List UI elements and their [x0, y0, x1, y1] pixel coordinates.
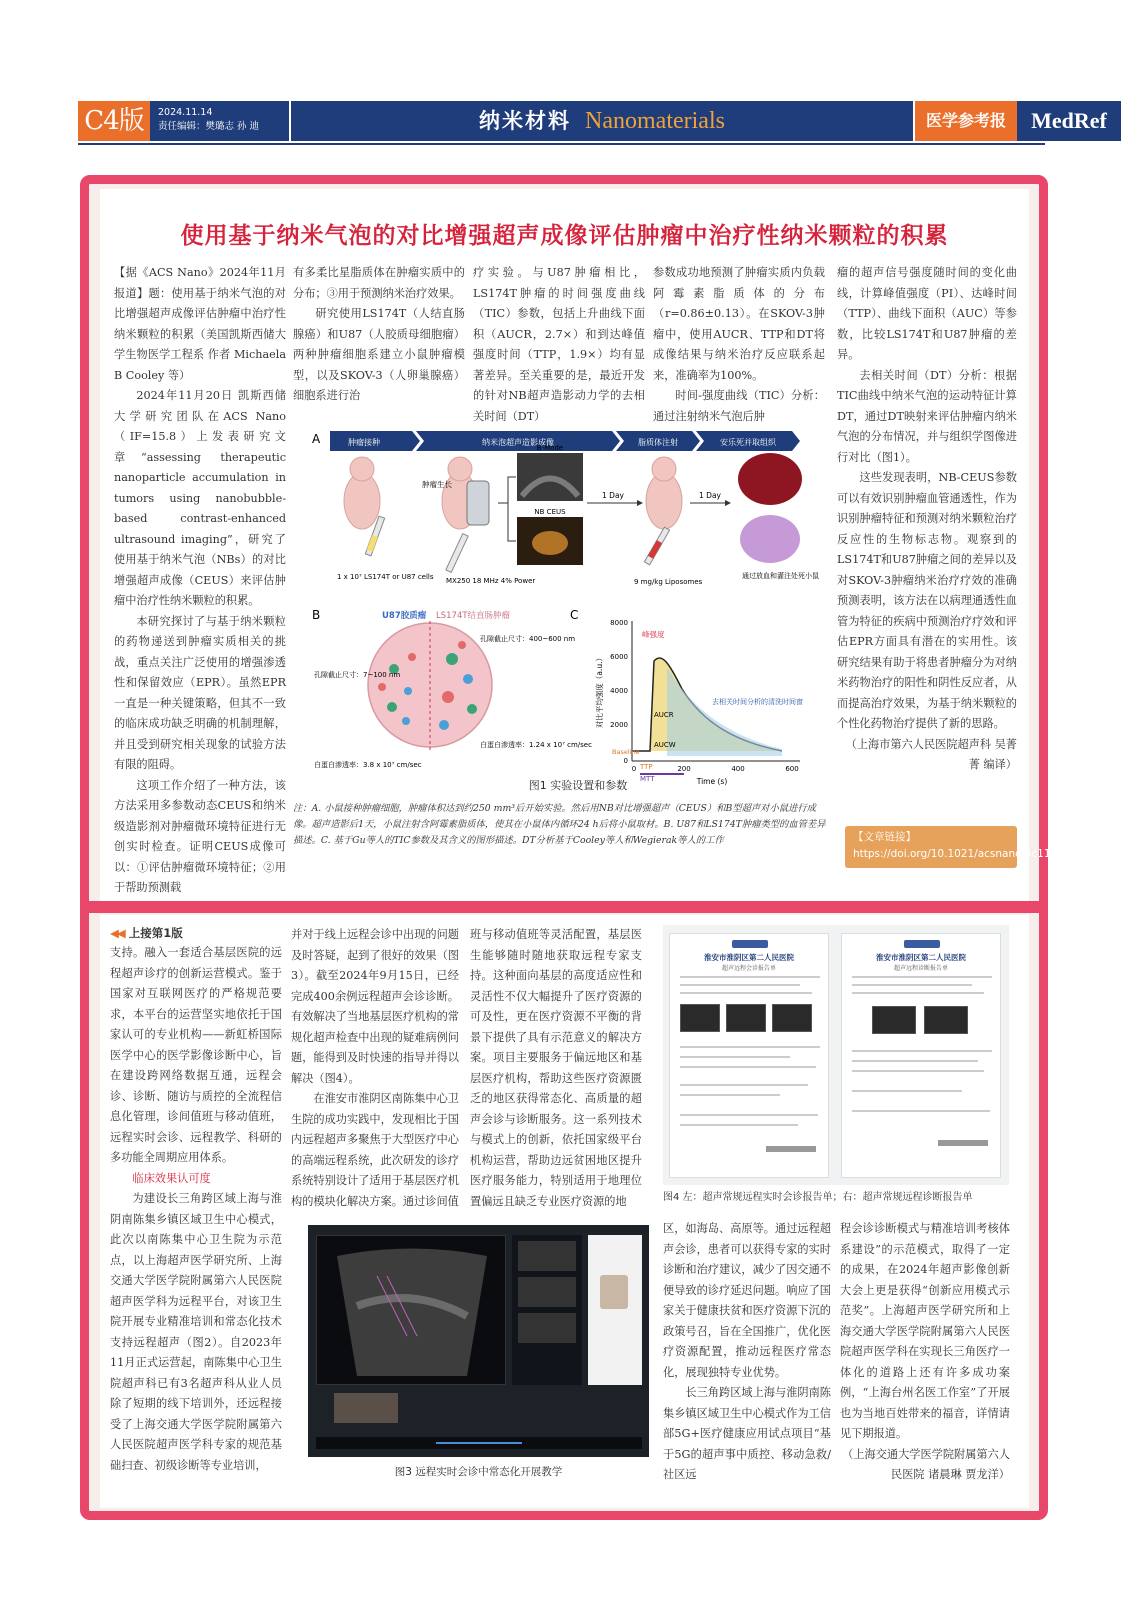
paragraph: 2024年11月20日 凯斯西储大学研究团队在ACS Nano（IF=15.8）上发表研究文章“assessing therapeutic nanoparticle accumulation in tumors using nanobubble-based contrast-enhanced ultrasound imaging”，研究了使用基于纳米气泡（NBs）的对比增强超声成像（CEUS）来评估肿瘤中治疗性纳米颗粒的积累。 — [114, 389, 286, 607]
ultrasound-probe-icon — [467, 481, 489, 525]
report-hospital: 淮安市淮阴区第二人民医院 — [876, 953, 966, 962]
ultrasound-scan-graphic — [317, 1236, 507, 1386]
article-title: 使用基于纳米气泡的对比增强超声成像评估肿瘤中治疗性纳米颗粒的积累 — [180, 223, 949, 249]
paragraph: 班与移动值班等灵活配置，基层医生能够随时随地获取远程专家支持。这种面向基层的高度适应性和灵活性不仅大幅提升了医疗资源的可及性，更在医疗资源不平衡的背景下提供了具有示范意义的解决方案。项目主要服务于偏远地区和基层医疗机构，帮助这些医疗资源匮乏的地区获得常态化、高质量的超声会诊与诊断服务。这一系列技术与模式上的创新，依托国家级平台机构运营，帮助边远贫困地区提升医疗服务能力，特别适用于地理位置偏远且缺乏专业医疗资源的地 — [470, 928, 642, 1208]
figure-1-note: 注：A. 小鼠接种肿瘤细胞，肿瘤体积达到约250 mm³后开始实验。然后用NB对比增强超声（CEUS）和B型超声对小鼠进行成像。超声造影后1天，小鼠注射含阿霉素脂质体，使其在小鼠体内循环24 h后将小鼠取材。B. U87和LS174T肿瘤类型的血管差异描述。C. 基于Gu等人的TIC参数及其含义的图形描述。DT分析基于Cooley等人和Wegierak等人的工作 — [293, 803, 826, 846]
paragraph: 这些发现表明，NB-CEUS参数可以有效识别肿瘤血管通透性，作为识别肿瘤特征和预测对纳米颗粒治疗反应性的生物标志物。观察到的LS174T和U87肿瘤之间的差异以及对SKOV-3肿瘤纳米治疗疗效的准确预测表明，该方法在以病理通透性血管为特征的疾病中预测治疗疗效和评估EPR方面具有潜在的实用性。该研究结果有助于将患者肿瘤分为对纳米药物治疗的阳性和阴性反应者，从而提高治疗效果，为基于纳米颗粒的个性化药物治疗提供了新的思路。 — [837, 471, 1017, 730]
interval-label: 1 Day — [602, 491, 624, 500]
paragraph: 长三角跨区域上海与淮阴南陈集乡镇区域卫生中心模式作为工信部5G+医疗健康应用试点项目“基于5G的超声事中质控、移动急救/社区远 — [663, 1386, 831, 1481]
article-signature: （上海市第六人民医院超声科 吴菁菁 编译） — [845, 737, 1017, 771]
mtt-label: MTT — [640, 775, 655, 783]
hospital-logo-icon — [732, 940, 768, 948]
probe-label: MX250 18 MHz 4% Power — [446, 577, 536, 585]
article-column-3 — [470, 925, 642, 1212]
edition-label: C4版 — [78, 101, 150, 141]
liposome-dose-label: 9 mg/kg Liposomes — [634, 578, 703, 586]
video-call-thumbnail — [334, 1393, 398, 1423]
report-type: 超声远程诊断报告单 — [893, 965, 948, 972]
x-tick: 200 — [677, 765, 691, 773]
header-rule — [78, 143, 1045, 145]
x-axis-label: Time (s) — [696, 777, 728, 786]
continued-arrow-icon: ◀◀ — [110, 926, 124, 940]
consultation-report-image — [669, 933, 829, 1178]
paragraph: 本研究探讨了与基于纳米颗粒的药物递送到肿瘤实质相关的挑战，重点关注广泛使用的增强渗透性和保留效应（EPR）。虽然EPR一直是一种关键策略，但其不一致的临床成功缺乏明确的机制理解，并且受到研究相关现象的试验方法有限的阻碍。 — [114, 614, 286, 771]
article-link[interactable]: 【文章链接】https://doi.org/10.1021/acsnano.4c11805 — [845, 826, 1017, 868]
editors-line: 责任编辑：樊璐志 孙 迪 — [158, 121, 260, 132]
article-column-4 — [653, 263, 825, 427]
paragraph: 为建设长三角跨区域上海与淮阴南陈集乡镇区域卫生中心模式，此次以南陈集中心卫生院为示范点，以上海超声医学研究所、上海交通大学医学院附属第六人民医院超声医学科为远程平台，对该卫生院开展专业精准培训和常态化技术支持远程超声（图2）。自2023年11月正式运营起，南陈集中心卫生院超声科已有3名超声科从业人员除了短期的线下培训外，还远程接受了上海交通大学医学院附属第六人民医院超声医学科专家的规范基础扫查、初级诊断等专业培训， — [110, 1192, 282, 1472]
paragraph: 这项工作介绍了一种方法，该方法采用多参数动态CEUS和纳米级造影剂对肿瘤微环境特征进行无创实时检查。证明CEUS成像可以：①评估肿瘤微环境特征；②用于帮助预测载 — [114, 778, 286, 894]
issue-date: 2024.11.14 — [158, 107, 213, 118]
article-column-3 — [473, 263, 645, 427]
paragraph: 有多柔比星脂质体在肿瘤实质中的分布；③用于预测纳米治疗效果。 — [293, 266, 465, 300]
paragraph: 疗实验。与U87肿瘤相比，LS174T肿瘤的时间强度曲线（TIC）参数，包括上升曲线下面积（AUCR，2.7×）和到达峰值强度时间（TTP，1.9×）均有显著差异。至关重要的是，最近开发的针对NB超声造影动力学的去相关时间（DT） — [473, 266, 645, 423]
auc-r-label: AUCR — [654, 711, 674, 719]
cells-label: 1 x 10⁷ LS174T or U87 cells — [337, 573, 434, 581]
auc-w-label: AUCW — [654, 741, 676, 749]
bmode-label: B-Mode — [536, 444, 564, 452]
paragraph: 【据《ACS Nano》2024年11月报道】题：使用基于纳米气泡的对比增强超声成像评估肿瘤中治疗性纳米颗粒的积累（美国凯斯西储大学生物医学工程系 作者 Michaela B Cooley 等） — [114, 266, 286, 382]
dt-window-label: 去相关时间分析的清洗时间窗 — [712, 698, 803, 706]
paragraph: 去相关时间（DT）分析：根据TIC曲线中纳米气泡的运动特征计算DT，通过DT映射来评估肿瘤内纳米气泡的分布情况，并与组织学图像进行对比（图1）。 — [837, 368, 1017, 464]
peak-label: 峰强度 — [642, 630, 665, 639]
diagnosis-report-image — [841, 933, 1001, 1178]
figure-3-caption: 图3 远程实时会诊中常态化开展教学 — [394, 1466, 563, 1478]
step-label: 脂质体注射 — [638, 438, 678, 447]
nb-ceus-label: NB CEUS — [534, 508, 566, 516]
doctor-avatar — [600, 1275, 628, 1309]
section-divider — [89, 901, 1039, 913]
ttp-label: TTP — [640, 763, 653, 771]
y-tick: 0 — [623, 757, 628, 765]
player-controls[interactable] — [316, 1437, 642, 1449]
paragraph: 并对于线上远程会诊中出现的问题及时答疑，起到了很好的效果（图3）。截至2024年9月15日，已经完成400余例远程超声会诊诊断。有效解决了当地基层医疗机构的常规化超声检查中出现的疑难病例问题，能得到及时快速的指导并得以解决（图4）。 — [291, 928, 459, 1085]
ultrasound-screen-image — [316, 1235, 506, 1385]
u87-label: U87胶质瘤 — [382, 611, 427, 621]
tic-chart — [594, 619, 803, 786]
article-nanobubble — [100, 189, 1071, 901]
x-tick: 400 — [731, 765, 745, 773]
article-signature: （上海交通大学医学院附属第六人民医院 诸晨琳 贾龙洋） — [842, 1447, 1010, 1481]
pore-size-small: 孔隙截止尺寸：7~100 nm — [314, 671, 401, 679]
panel-label: B — [312, 608, 321, 622]
x-tick: 600 — [785, 765, 799, 773]
figure-1-caption: 图1 实验设置和参数 — [528, 779, 628, 792]
step-label: 肿瘤接种 — [348, 438, 380, 447]
mouse-illustrations — [344, 457, 682, 529]
paragraph: 程会诊诊断模式与精准培训考核体系建设”的示范模式，取得了一定的成果，在2024年超声影像创新大会上更是获得“创新应用模式示范奖”。上海超声医学研究所和上海交通大学医学院附属第六人民医院超声医学科在实现长三角医疗一体化的道路上还有许多成功案例，“上海台州名医工作室”了开展也为当地百姓带来的福音，详情请见下期报道。 — [840, 1222, 1010, 1440]
paragraph: 时间-强度曲线（TIC）分析：通过注射纳米气泡后肿 — [653, 389, 825, 423]
article-column-2 — [293, 263, 465, 407]
perfusion-label: 通过放血和灌注处死小鼠 — [742, 572, 819, 580]
step-label: 安乐死并取组织 — [720, 438, 776, 447]
figure-1 — [312, 421, 852, 841]
publication-name: 医学参考报 — [915, 101, 1017, 141]
article-column-2 — [291, 925, 459, 1212]
section-title-en: Nanomaterials — [585, 108, 725, 134]
article-column-4 — [663, 1219, 831, 1486]
hospital-logo-icon — [904, 940, 940, 948]
paragraph: 研究使用LS174T（人结直肠腺癌）和U87（人胶质母细胞瘤）两种肿瘤细胞系建立小鼠肿瘤模型，以及SKOV-3（人卵巢腺癌）细胞系进行治 — [293, 307, 465, 402]
y-axis-label: 对比平均强度（a.u.） — [595, 653, 604, 729]
pore-size-large: 孔隙截止尺寸：400~600 nm — [480, 635, 576, 643]
article-column-1 — [114, 263, 286, 899]
paragraph: 区，如海岛、高原等。通过远程超声会诊，患者可以获得专家的实时诊断和治疗建议，减少了因交通不便导致的诊疗延迟问题。响应了国家关于健康扶贫和医疗资源下沉的政策号召，旨在全国推广，优化医疗资源配置，推动远程医疗常态化，展现独特专业优势。 — [663, 1222, 831, 1379]
article-remote-ultrasound — [100, 915, 1029, 1508]
permeability-large: 白蛋白渗透率：1.24 x 10⁷ cm/sec — [480, 741, 592, 749]
issue-meta — [150, 101, 289, 141]
paragraph: 支持。融入一套适合基层医院的远程超声诊疗的创新运营模式。鉴于国家对互联网医疗的严格规范要求，本平台的运营坚实地依托于国家认可的专业机构——新虹桥国际医学中心的医学影像诊断中心，旨在建设跨网络数据互通，远程会诊、诊断、随访与质控的全流程信息化管理，诊间值班与移动值班，远程实时会诊、远程教学、科研的多功能全周期应用体系。 — [110, 946, 282, 1164]
ls174t-label: LS174T结直肠肿瘤 — [436, 611, 511, 621]
permeability-small: 白蛋白渗透率：3.8 x 10⁷ cm/sec — [314, 761, 422, 769]
y-tick: 8000 — [610, 619, 628, 627]
y-tick: 6000 — [610, 653, 628, 661]
section-title — [291, 101, 913, 141]
figure-4 — [663, 925, 1009, 1185]
step-label: 纳米泡超声造影成像 — [482, 438, 554, 447]
figure-4-caption: 图4 左：超声常规远程实时会诊报告单；右：超声常规远程诊断报告单 — [663, 1192, 973, 1203]
report-type: 超声远程会诊报告单 — [721, 965, 776, 972]
tumor-tissue-image — [738, 453, 802, 505]
page-header — [78, 101, 1107, 141]
publication-logo: MedRef — [1017, 101, 1121, 141]
paragraph: 瘤的超声信号强度随时间的变化曲线，计算峰值强度（PI）、达峰时间（TTP）、曲线下面积（AUC）等参数，比较LS174T和U87肿瘤的差异。 — [837, 266, 1017, 361]
paragraph: 参数成功地预测了肿瘤实质内负载阿霉素脂质体的分布（r=0.86±0.13）。在SKOV-3肿瘤中，使用AUCR、TTP和DT将成像结果与纳米治疗反应联系起来，准确率为100%。 — [653, 266, 825, 382]
report-hospital: 淮安市淮阴区第二人民医院 — [704, 953, 794, 962]
panel-label: A — [312, 432, 321, 446]
image-thumbnails — [512, 1235, 582, 1385]
tumor-growth-label: 肿瘤生长 — [422, 480, 452, 489]
step-banner — [330, 431, 800, 451]
article-column-5 — [840, 1219, 1010, 1486]
article-column-5 — [837, 263, 1017, 776]
continued-from-label: ◀◀ 上接第1版 — [110, 926, 183, 940]
figure-3 — [308, 1225, 649, 1457]
article-column-1 — [110, 925, 282, 1476]
x-tick: 0 — [631, 765, 637, 773]
panel-label: C — [570, 608, 579, 622]
section-title-zh: 纳米材料 — [479, 109, 572, 133]
histology-image — [740, 515, 800, 563]
figure-1-graphic — [312, 421, 852, 796]
report-panel — [588, 1235, 642, 1385]
y-tick: 4000 — [610, 687, 628, 695]
baseline-label: Baseline — [612, 748, 640, 756]
subheading: 临床效果认可度 — [132, 1171, 211, 1185]
paragraph: 在淮安市淮阴区南陈集中心卫生院的成功实践中，发现相比于国内远程超声多聚焦于大型医疗中心的高端远程系统，此次研发的诊疗系统特别设计了适用于基层医疗机构的模块化解决方案。通过诊间值 — [291, 1092, 459, 1208]
y-tick: 2000 — [610, 721, 628, 729]
content-frame — [80, 175, 1071, 1520]
interval-label: 1 Day — [699, 491, 721, 500]
